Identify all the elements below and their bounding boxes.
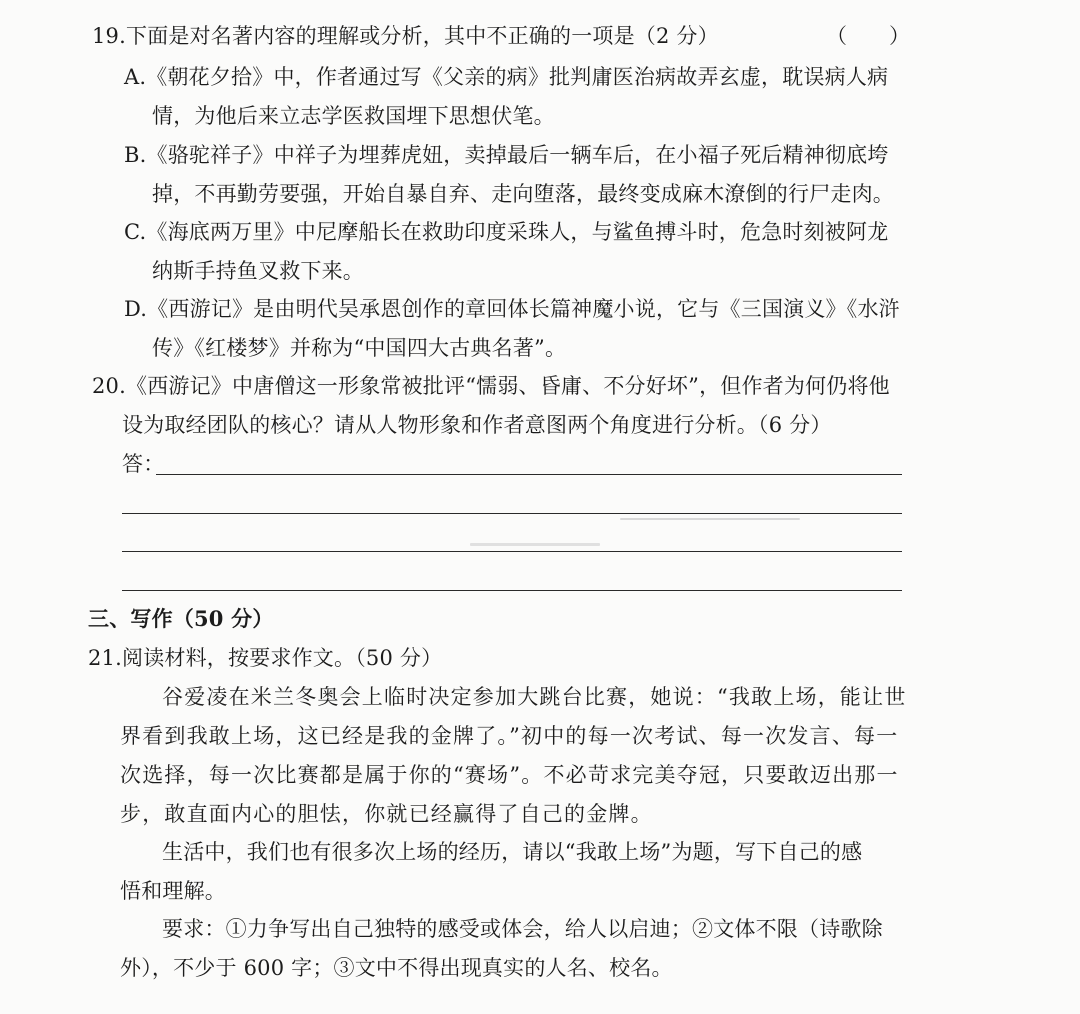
q21-material-line4: 步，敢直面内心的胆怯，你就已经赢得了自己的金牌。 xyxy=(120,802,653,826)
q21-requirements-line2: 外），不少于 600 字；③文中不得出现真实的人名、校名。 xyxy=(120,956,673,980)
q20-answer-label: 答： xyxy=(122,452,165,476)
q20-stem-line1: 20.《西游记》中唐僧这一形象常被批评“懦弱、昏庸、不分好坏”，但作者为何仍将他 xyxy=(92,374,890,398)
q19-answer-paren[interactable]: （ ） xyxy=(826,24,910,48)
q19-option-c-line1: C.《海底两万里》中尼摩船长在救助印度采珠人，与鲨鱼搏斗时，危急时刻被阿龙 xyxy=(124,220,889,244)
q21-stem: 21.阅读材料，按要求作文。（50 分） xyxy=(88,646,443,670)
q19-option-c-line2: 纳斯手持鱼叉救下来。 xyxy=(152,259,364,283)
answer-line-2[interactable] xyxy=(122,513,902,514)
q21-prompt-line1: 生活中，我们也有很多次上场的经历，请以“我敢上场”为题，写下自己的感 xyxy=(162,840,863,864)
answer-line-1[interactable] xyxy=(156,474,902,475)
q19-stem: 19.下面是对名著内容的理解或分析，其中不正确的一项是（2 分） xyxy=(92,24,719,48)
q19-option-d-line1: D.《西游记》是由明代吴承恩创作的章回体长篇神魔小说，它与《三国演义》《水浒 xyxy=(124,297,900,321)
scan-speck xyxy=(470,543,600,546)
q19-option-d-line2: 传》《红楼梦》并称为“中国四大古典名著”。 xyxy=(152,336,567,360)
section-3-title: 三、写作（50 分） xyxy=(88,606,274,631)
q20-stem-line2: 设为取经团队的核心？请从人物形象和作者意图两个角度进行分析。（6 分） xyxy=(122,413,832,437)
answer-line-3[interactable] xyxy=(122,551,902,552)
q19-option-a-line2: 情，为他后来立志学医救国埋下思想伏笔。 xyxy=(152,104,555,128)
q19-option-b-line2: 掉，不再勤劳要强，开始自暴自弃、走向堕落，最终变成麻木潦倒的行尸走肉。 xyxy=(152,182,894,206)
q19-option-a-line1: A.《朝花夕拾》中，作者通过写《父亲的病》批判庸医治病故弄玄虚，耽误病人病 xyxy=(124,65,889,89)
q19-option-b-line1: B.《骆驼祥子》中祥子为埋葬虎妞，卖掉最后一辆车后，在小福子死后精神彻底垮 xyxy=(124,143,889,167)
q21-material-line1: 谷爱凌在米兰冬奥会上临时决定参加大跳台比赛，她说：“我敢上场，能让世 xyxy=(162,685,907,709)
q21-prompt-line2: 悟和理解。 xyxy=(120,879,226,903)
answer-line-4[interactable] xyxy=(122,590,902,591)
q21-material-line3: 次选择，每一次比赛都是属于你的“赛场”。不必苛求完美夺冠，只要敢迈出那一 xyxy=(120,763,899,787)
q21-requirements-line1: 要求：①力争写出自己独特的感受或体会，给人以启迪；②文体不限（诗歌除 xyxy=(162,917,883,941)
q21-material-line2: 界看到我敢上场，这已经是我的金牌了。”初中的每一次考试、每一次发言、每一 xyxy=(120,724,899,748)
scan-speck xyxy=(620,518,800,520)
